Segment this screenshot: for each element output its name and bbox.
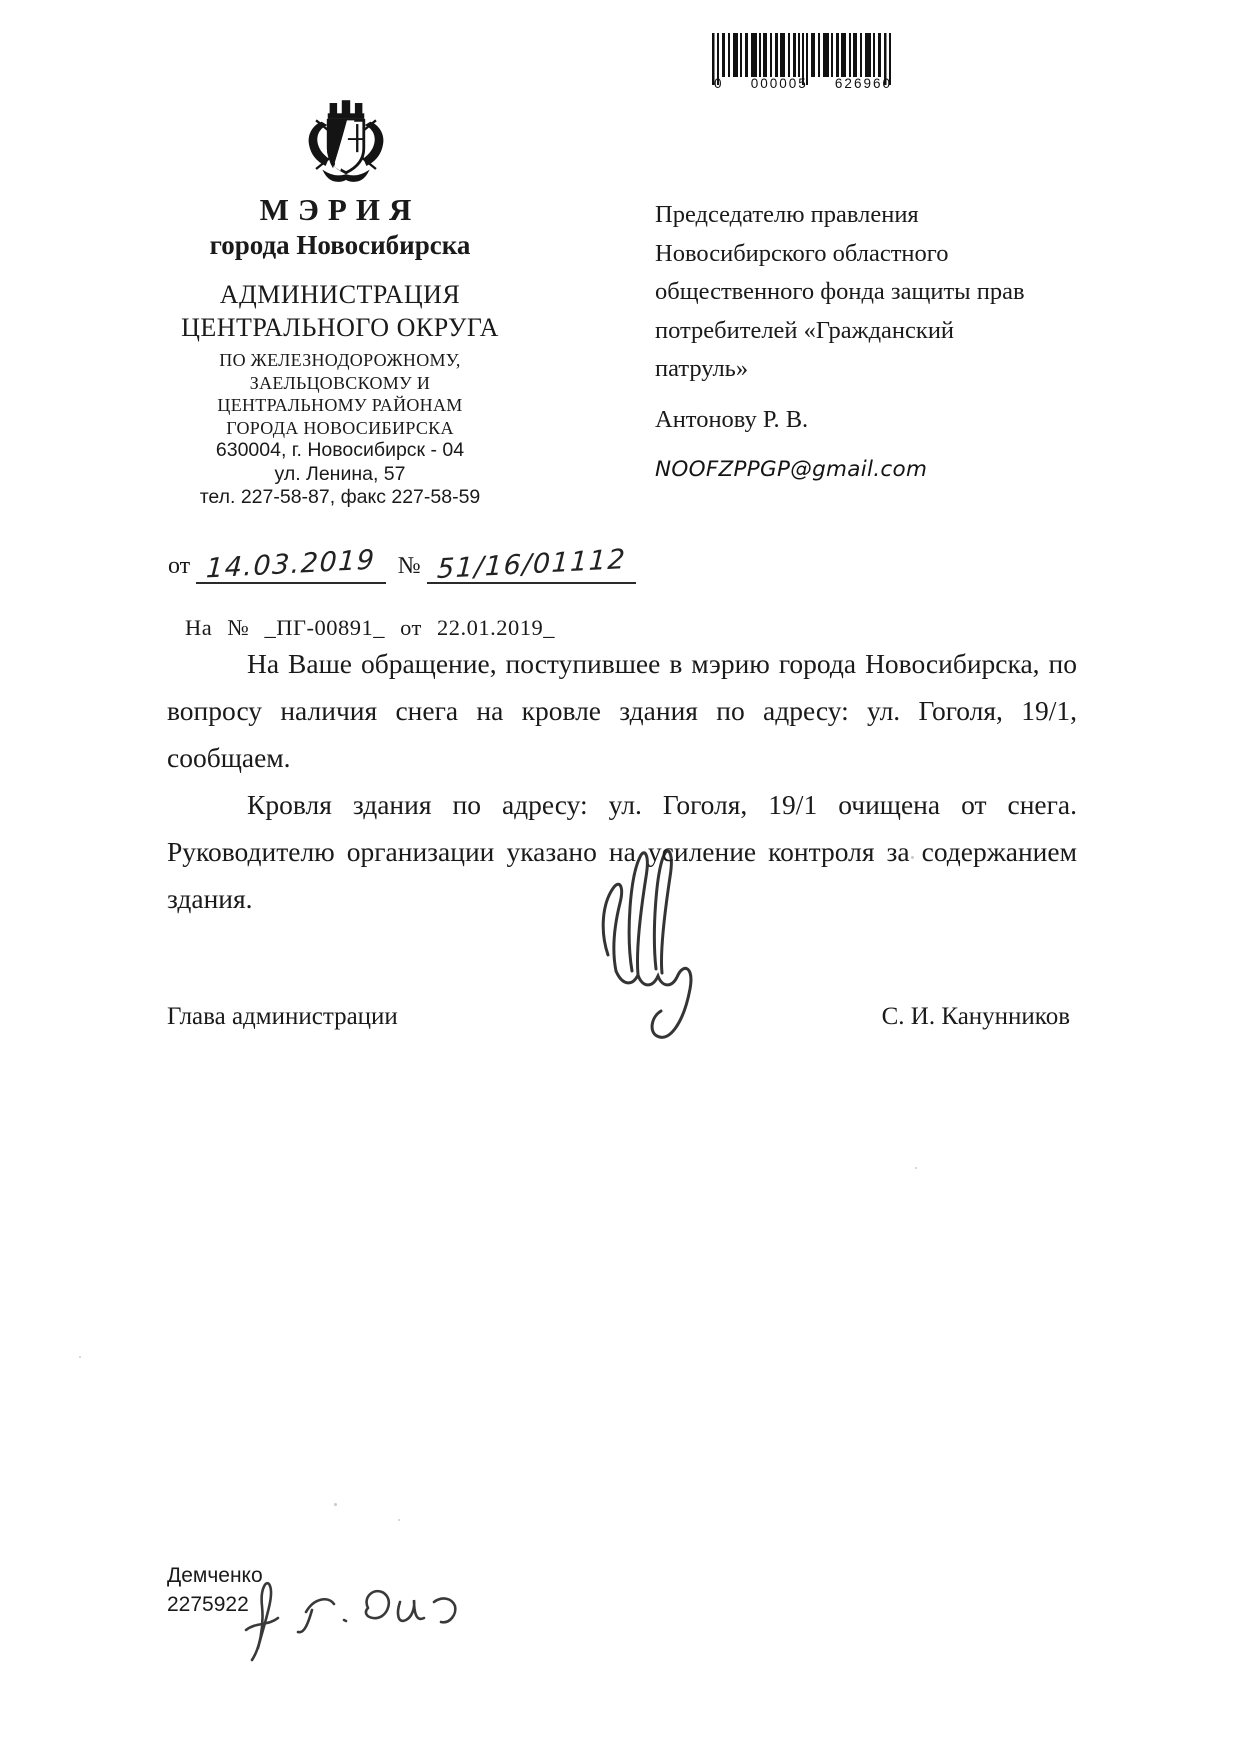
scan-speck (398, 1519, 400, 1521)
executor-phone: 2275922 (167, 1593, 249, 1616)
barcode-digit-mid: 000005 (750, 76, 808, 91)
executor-signature-icon (228, 1568, 468, 1673)
outgoing-reference-line (168, 543, 627, 586)
scan-speck (911, 856, 914, 859)
scan-speck (915, 1167, 917, 1169)
body-paragraph-1: На Ваше обращение, поступившее в мэрию города Новосибирска, по вопросу наличия снега на кровле здания по адресу: ул. Гоголя, 19/1, сообщаем. (167, 648, 1077, 773)
from-label: от (168, 553, 191, 579)
barcode (712, 33, 894, 97)
scan-speck (334, 1503, 337, 1506)
body-paragraph-2: Кровля здания по адресу: ул. Гоголя, 19/1 очищена от снега. Руководителю организации указано на усиление контроля за содержанием здания. (167, 789, 1077, 914)
barcode-digit-right: 626960 (834, 76, 892, 91)
signer-position-title: Глава администрации (167, 1003, 398, 1030)
sender-street-address: ул. Ленина, 57 (274, 462, 406, 485)
sender-district-line: ЦЕНТРАЛЬНОМУ РАЙОНАМ (217, 395, 463, 415)
sender-dept-line2: ЦЕНТРАЛЬНОГО ОКРУГА (181, 313, 499, 342)
novosibirsk-coat-of-arms-icon (299, 96, 393, 184)
sender-phone-fax: тел. 227-58-87, факс 227-58-59 (199, 486, 481, 508)
sender-dept-line1: АДМИНИСТРАЦИЯ (219, 280, 461, 309)
recipient-email: NOOFZPPGP@gmail.com (655, 456, 928, 482)
signature-handwritten-icon (580, 843, 730, 1048)
recipient-name: Антонову Р. В. (655, 405, 809, 433)
recipient-block (655, 196, 1085, 482)
executor-name: Демченко (167, 1564, 263, 1587)
recipient-line: потребителей «Гражданский (655, 316, 955, 344)
outgoing-date-handwritten: 14.03.2019 (205, 544, 377, 585)
recipient-line: общественного фонда защиты прав (655, 278, 1025, 305)
sender-district-line: ЗАЕЛЬЦОВСКОМУ И (249, 372, 431, 393)
sender-district-line: ПО ЖЕЛЕЗНОДОРОЖНОМУ, (219, 350, 461, 370)
sender-postal-address: 630004, г. Новосибирск - 04 (215, 439, 465, 461)
recipient-line: Председателю правления (655, 201, 919, 228)
sender-org-title: МЭРИЯ (259, 192, 421, 227)
sender-org-subtitle: города Новосибирска (209, 230, 471, 260)
incoming-reference-line: На № _ПГ-00891_ от 22.01.2019_ (185, 615, 555, 640)
sender-block (120, 192, 560, 510)
sender-district-line: ГОРОДА НОВОСИБИРСКА (226, 417, 454, 438)
signer-name: С. И. Канунников (881, 1003, 1070, 1030)
scan-speck (79, 1356, 81, 1358)
recipient-line: патруль» (655, 355, 749, 382)
number-label: № (397, 553, 421, 579)
recipient-line: Новосибирского областного (655, 239, 949, 267)
outgoing-number-handwritten: 51/16/01112 (435, 543, 627, 586)
barcode-digit-left: 0 (714, 76, 724, 91)
barcode-digits (712, 76, 894, 91)
